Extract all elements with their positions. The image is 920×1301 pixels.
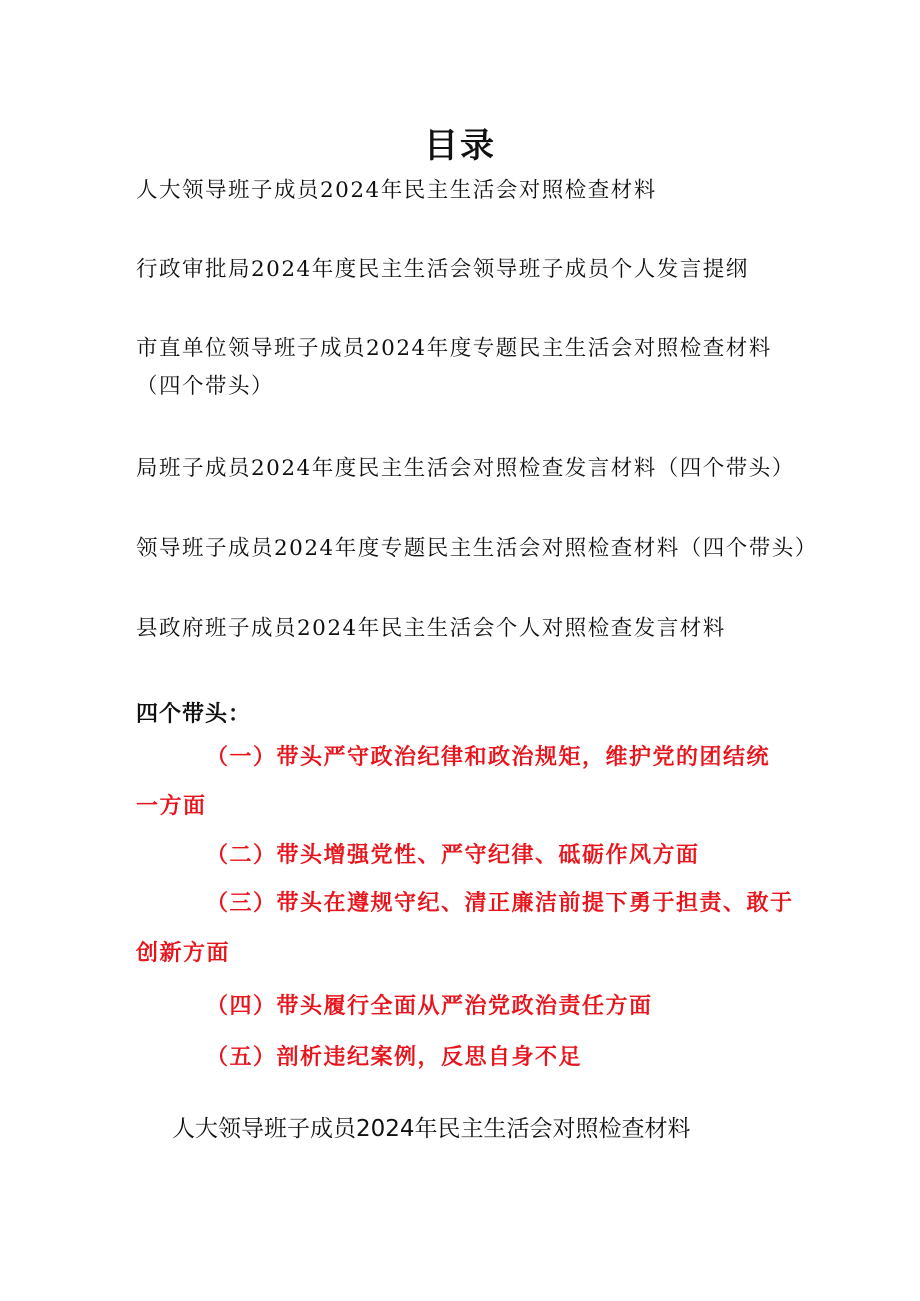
toc-item-2[interactable]	[136, 251, 816, 289]
document-title: 人大领导班子成员2024年民主生活会对照检查材料	[172, 1116, 691, 1142]
toc-item-4[interactable]	[136, 450, 816, 488]
section-heading: 四个带头：	[136, 702, 252, 727]
toc-item-5[interactable]	[136, 530, 816, 568]
toc-item-line: 市直单位领导班子成员2024年度专题民主生活会对照检查材料	[136, 336, 772, 361]
point-1-line-2: 一方面	[136, 793, 207, 819]
toc-item-line: 领导班子成员2024年度专题民主生活会对照检查材料（四个带头）	[136, 536, 818, 561]
point-5: （五）剖析违纪案例，反思自身不足	[206, 1044, 583, 1070]
toc-item-line: 行政审批局2024年度民主生活会领导班子成员个人发言提纲	[136, 257, 749, 282]
point-1-line-1: （一）带头严守政治纪律和政治规矩，维护党的团结统	[206, 744, 771, 770]
point-3-line-1: （三）带头在遵规守纪、清正廉洁前提下勇于担责、敢于	[206, 890, 794, 916]
toc-item-3[interactable]	[136, 330, 816, 406]
page-title: 目录	[424, 126, 496, 166]
point-3-line-2: 创新方面	[136, 940, 231, 966]
toc-item-1[interactable]	[136, 172, 816, 210]
point-2: （二）带头增强党性、严守纪律、砥砺作风方面	[206, 842, 700, 868]
toc-item-line: 局班子成员2024年度民主生活会对照检查发言材料（四个带头）	[136, 456, 795, 481]
toc-item-6[interactable]	[136, 610, 816, 648]
toc-item-line: （四个带头）	[136, 374, 275, 399]
toc-item-line: 县政府班子成员2024年民主生活会个人对照检查发言材料	[136, 616, 726, 641]
toc-item-line: 人大领导班子成员2024年民主生活会对照检查材料	[136, 178, 657, 203]
point-4: （四）带头履行全面从严治党政治责任方面	[206, 993, 653, 1019]
